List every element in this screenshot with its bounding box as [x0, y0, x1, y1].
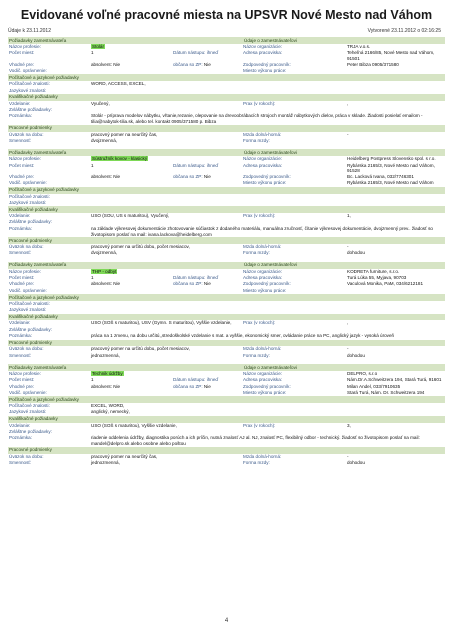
- other-label: Zvláštne požiadavky:: [9, 326, 52, 332]
- job-row: [8, 226, 445, 237]
- job-row: [8, 250, 445, 256]
- practice-label: Prax (v rokoch):: [243, 320, 276, 326]
- org-label: Názov organizácie:: [243, 370, 283, 376]
- spacer: [173, 364, 243, 365]
- profession-value: THP - odbyt: [92, 268, 117, 274]
- practice-value: 1,: [347, 213, 351, 219]
- license-label: Vodič. oprávnenie:: [9, 389, 47, 395]
- form-label: Forma mzdy:: [243, 459, 270, 465]
- zp-value: Nie: [203, 173, 211, 179]
- org-value: TRJA v.o.s.: [347, 43, 371, 49]
- section-employer-label: Požiadavky zamestnávateľa: [9, 149, 67, 155]
- profession-cell: [91, 269, 243, 275]
- practice-label: Prax (v rokoch):: [243, 213, 276, 219]
- contract-label: Úväzok na dobu:: [9, 346, 44, 352]
- job-row: [8, 435, 445, 446]
- section-pc-lang: Počítačové a jazykové požiadavky: [8, 396, 445, 403]
- edu-value: absolvent: Nie: [91, 173, 121, 179]
- profession-label: Názov profesie:: [9, 370, 41, 376]
- edu-label: Vhodné pre:: [9, 61, 35, 67]
- job-list: [8, 37, 445, 471]
- count-label: Počet miest:: [9, 50, 35, 56]
- job-row: [8, 50, 445, 61]
- section-conditions: Pracovné podmienky: [8, 447, 445, 454]
- start-label: Dátum nástupu: ihneď: [173, 377, 219, 383]
- note-label: Poznámka:: [9, 333, 32, 339]
- place-label: Miesto výkonu práce:: [243, 67, 287, 73]
- responsible-value: Milan Andel, 033/7910635: [347, 383, 401, 389]
- zp-label: občana so ZP:: [173, 61, 203, 67]
- org-label: Názov organizácie:: [243, 156, 283, 162]
- section-conditions: Pracovné podmienky: [8, 340, 445, 347]
- section-company-label: Údaje o zamestnávateľovi: [244, 364, 297, 370]
- contract-label: Úväzok na dobu:: [9, 244, 44, 249]
- job-block: [8, 149, 445, 256]
- shift-value: dvojzmenná,: [91, 138, 118, 143]
- wage-value: -: [347, 131, 349, 137]
- section-header: [8, 364, 445, 371]
- note-value: riadenie oddelenia údržby, diagnostika porúch a ich príčin, nutná znalosť AJ al. NJ, znalosť PC, flexibilný odbor - technický. žiadosť so životopisom poslať na mail: mandel@delpro.sk alebo osobne alebo poštou: [91, 435, 420, 447]
- address-label: Adresa pracoviska:: [243, 274, 283, 280]
- section-qualification: Kvalifikačné požiadavky: [8, 94, 445, 101]
- section-qualification: Kvalifikačné požiadavky: [8, 206, 445, 213]
- shift-label: Smennosť:: [9, 459, 32, 465]
- edu-label: Vhodné pre:: [9, 173, 35, 179]
- form-label: Forma mzdy:: [243, 352, 270, 358]
- place-label: Miesto výkonu práce:: [243, 180, 287, 186]
- zp-label: občana so ZP:: [173, 173, 203, 179]
- wage-label: Mzda dolná-horná:: [243, 244, 282, 249]
- profession-cell: [91, 44, 243, 50]
- section-company-label: Údaje o zamestnávateľovi: [244, 149, 297, 155]
- spacer: [91, 37, 173, 38]
- address-label: Adresa pracoviska:: [243, 162, 283, 168]
- note-value: na základe výkresovej dokumentácie zhotovovanie súčiastok z dodaného materiálu, manuálna zručnosť, čítanie výkresovej dokumentácie, dvojzmenný prev.. žiadosť so životopisom poslať na mail: ivana.lackova@heidelberg.com: [91, 225, 433, 237]
- practice-value: 3,: [347, 422, 351, 428]
- job-block: [8, 262, 445, 359]
- zp-value: Nie: [203, 383, 211, 389]
- section-qualification: Kvalifikačné požiadavky: [8, 314, 445, 321]
- practice-value: ,: [347, 320, 349, 326]
- license-label: Vodič. oprávnenie:: [9, 287, 47, 293]
- form-label: Forma mzdy:: [243, 138, 270, 143]
- section-pc-lang: Počítačové a jazykové požiadavky: [8, 294, 445, 301]
- shift-value: dvojzmenná,: [91, 250, 118, 256]
- job-block: [8, 364, 445, 466]
- spacer: [173, 37, 243, 38]
- count-value: 1: [91, 50, 94, 56]
- created-timestamp: Vytvorené 23.11.2012 o 02:16:25: [367, 28, 441, 34]
- lang-label: Jazykové znalosti:: [9, 409, 47, 415]
- section-conditions: Pracovné podmienky: [8, 125, 445, 132]
- data-date: Údaje k 23.11.2012: [8, 28, 51, 34]
- other-label: Zvláštne požiadavky:: [9, 107, 52, 113]
- wage-value: -: [347, 244, 349, 249]
- wage-value: -: [347, 346, 349, 352]
- shift-value: jednozmenná,: [91, 459, 120, 465]
- note-label: Poznámka:: [9, 435, 32, 441]
- count-value: 1: [91, 274, 94, 280]
- profession-label: Názov profesie:: [9, 268, 41, 274]
- spacer: [173, 262, 243, 263]
- spacer: [91, 149, 173, 150]
- section-header: [8, 37, 445, 44]
- edu-value: absolvent: Nie: [91, 281, 121, 287]
- profession-label: Názov profesie:: [9, 156, 41, 162]
- education-value: USO (SOŠ s maturitou), Vyššie vzdelanie,: [91, 422, 177, 428]
- education-value: USO (SOU, US s maturitou), Vyučený,: [91, 213, 170, 219]
- section-pc-lang: Počítačové a jazykové požiadavky: [8, 187, 445, 194]
- contract-label: Úväzok na dobu:: [9, 131, 44, 137]
- education-value: Vyučený,: [91, 100, 110, 106]
- education-label: Vzdelanie:: [9, 422, 31, 428]
- count-value: 1: [91, 162, 94, 168]
- shift-label: Smennosť:: [9, 138, 32, 143]
- start-label: Dátum nástupu: ihneď: [173, 274, 219, 280]
- responsible-value: Bc. Lacková Ivana, 032/7746301: [347, 173, 414, 179]
- zp-cell: [173, 384, 243, 390]
- practice-label: Prax (v rokoch):: [243, 100, 276, 106]
- other-label: Zvláštne požiadavky:: [9, 219, 52, 225]
- responsible-label: Zodpovedný pracovník:: [243, 173, 291, 179]
- edu-label: Vhodné pre:: [9, 281, 35, 287]
- place-value: Rybárska 2165/3, Nové Mesto nad Váhom: [347, 180, 434, 186]
- form-label: Forma mzdy:: [243, 250, 270, 256]
- spacer: [347, 262, 445, 263]
- pc-label: Počítačové znalosti:: [9, 193, 50, 199]
- org-label: Názov organizácie:: [243, 43, 283, 49]
- form-value: dohodou: [347, 352, 365, 358]
- zp-cell: [173, 281, 243, 287]
- form-value: dohodou: [347, 250, 365, 256]
- org-value: KODRETA furniture, s.r.o.: [347, 268, 400, 274]
- section-pc-lang: Počítačové a jazykové požiadavky: [8, 74, 445, 81]
- responsible-label: Zodpovedný pracovník:: [243, 383, 291, 389]
- spacer: [347, 149, 445, 150]
- page-number: 4: [224, 618, 229, 624]
- other-label: Zvláštne požiadavky:: [9, 428, 52, 434]
- edu-value: absolvent: Nie: [91, 383, 121, 389]
- profession-cell: [91, 371, 243, 377]
- profession-value: Sústružník kovov - klasický: [92, 156, 148, 162]
- contract-value: pracovný pomer na neurčitý čas,: [91, 131, 158, 137]
- section-header: [8, 149, 445, 156]
- wage-label: Mzda dolná-horná:: [243, 453, 282, 459]
- spacer: [91, 364, 173, 365]
- job-row: [8, 460, 445, 466]
- zp-label: občana so ZP:: [173, 383, 203, 389]
- contract-value: pracovný pomer na určitú dobu, počet mesiacov,: [91, 346, 190, 352]
- profession-value: Stolár: [92, 43, 105, 49]
- responsible-label: Zodpovedný pracovník:: [243, 281, 291, 287]
- shift-value: jednozmenná,: [91, 352, 120, 358]
- job-block: [8, 37, 445, 144]
- spacer: [347, 37, 445, 38]
- note-label: Poznámka:: [9, 225, 32, 231]
- practice-label: Prax (v rokoch):: [243, 422, 276, 428]
- start-label: Dátum nástupu: ihneď: [173, 162, 219, 168]
- count-label: Počet miest:: [9, 162, 35, 168]
- section-company-label: Údaje o zamestnávateľovi: [244, 37, 297, 43]
- license-label: Vodič. oprávnenie:: [9, 67, 47, 73]
- contract-value: pracovný pomer na neurčitý čas,: [91, 453, 158, 459]
- zp-cell: [173, 174, 243, 180]
- org-value: DELPRO, s.r.o: [347, 370, 378, 376]
- education-value: USO (SOŠ s maturitou), USV (Gymn. S maturitou), Vyššie vzdelanie,: [91, 320, 232, 326]
- spacer: [173, 149, 243, 150]
- job-row: [8, 163, 445, 174]
- section-employer-label: Požiadavky zamestnávateľa: [9, 37, 67, 43]
- section-employer-label: Požiadavky zamestnávateľa: [9, 364, 67, 370]
- education-label: Vzdelanie:: [9, 100, 31, 106]
- responsible-label: Zodpovedný pracovník:: [243, 61, 291, 67]
- zp-value: Nie: [203, 61, 211, 67]
- count-value: 1: [91, 377, 94, 383]
- wage-label: Mzda dolná-horná:: [243, 346, 282, 352]
- note-value: Stolár - príprava modelov nábytku, vŕtanie,rezanie, olepovanie na drevoobrábacích strojoch montáž nábytkových dielov, práca v sklade. Žiadosti posielať emailom - tilia@nabytok-tilia.sk, alebo tel. kontakt 0905/371580 p. Bibza: [91, 113, 423, 125]
- section-qualification: Kvalifikačné požiadavky: [8, 416, 445, 423]
- start-label: Dátum nástupu: ihneď: [173, 50, 219, 56]
- place-label: Miesto výkonu práce:: [243, 287, 287, 293]
- place-value: Stará Turá, Nám. Dr. Schweitzera 194: [347, 389, 425, 395]
- address-value: Teheľná 2166/85, Nové Mesto nad Váhom, 91501: [347, 50, 435, 61]
- contract-label: Úväzok na dobu:: [9, 453, 44, 459]
- spacer: [347, 364, 445, 365]
- section-company-label: Údaje o zamestnávateľovi: [244, 262, 297, 268]
- wage-label: Mzda dolná-horná:: [243, 131, 282, 137]
- spacer: [91, 262, 173, 263]
- job-row: [8, 333, 445, 339]
- practice-value: ,: [347, 100, 349, 106]
- lang-value: anglický, nemecký,: [91, 409, 130, 415]
- org-value: Heidelberg Postpress Slovensko spol. s r.o.: [347, 156, 436, 162]
- edu-value: absolvent: Nie: [91, 61, 121, 67]
- count-label: Počet miest:: [9, 377, 35, 383]
- lang-label: Jazykové znalosti:: [9, 87, 47, 93]
- job-row: [8, 113, 445, 124]
- pc-label: Počítačové znalosti:: [9, 300, 50, 306]
- zp-cell: [173, 62, 243, 68]
- note-value: práca na 1 zmenu, na dobu určitú,,stredoškolské vzdelanie s mat. a vyššie, ekonomický smer, ovládanie práce na PC, anglický jazyk - vysoká úroveň: [91, 333, 395, 339]
- section-header: [8, 262, 445, 269]
- form-value: dohodou: [347, 459, 365, 465]
- profession-cell: [91, 156, 243, 162]
- profession-label: Názov profesie:: [9, 43, 41, 49]
- section-conditions: Pracovné podmienky: [8, 237, 445, 244]
- address-label: Adresa pracoviska:: [243, 50, 283, 56]
- org-label: Názov organizácie:: [243, 268, 283, 274]
- pc-value: WORD, ACCESS, EXCEL,: [91, 81, 146, 87]
- education-label: Vzdelanie:: [9, 320, 31, 326]
- note-label: Poznámka:: [9, 113, 32, 119]
- count-label: Počet miest:: [9, 274, 35, 280]
- pc-value: EXCEL, WORD,: [91, 403, 125, 409]
- lang-label: Jazykové znalosti:: [9, 199, 47, 205]
- job-row: [8, 138, 445, 144]
- pc-label: Počítačové znalosti:: [9, 403, 50, 409]
- address-value: Rybárska 2165/3, Nové Mesto nad Váhom, 91528: [347, 162, 435, 174]
- license-label: Vodič. oprávnenie:: [9, 180, 47, 186]
- address-label: Adresa pracoviska:: [243, 377, 283, 383]
- zp-label: občana so ZP:: [173, 281, 203, 287]
- responsible-value: Vaculová Monika, PaM, 034/6212181: [347, 281, 424, 287]
- shift-label: Smennosť:: [9, 250, 32, 256]
- job-row: [8, 353, 445, 359]
- responsible-value: Peter Bibza 0905/371580: [347, 61, 399, 67]
- document-title: Evidované voľné pracovné miesta na UPSVR Nové Mesto nad Váhom: [20, 8, 433, 22]
- contract-value: pracovný pomer na určitú dobu, počet mesiacov,: [91, 244, 190, 249]
- pc-label: Počítačové znalosti:: [9, 81, 50, 87]
- place-label: Miesto výkonu práce:: [243, 389, 287, 395]
- education-label: Vzdelanie:: [9, 213, 31, 219]
- profession-value: Technik údržby: [92, 370, 123, 376]
- section-employer-label: Požiadavky zamestnávateľa: [9, 262, 67, 268]
- edu-label: Vhodné pre:: [9, 383, 35, 389]
- zp-value: Nie: [203, 281, 211, 287]
- address-value: Turá Lúka 55, Myjava, 90703: [347, 274, 407, 280]
- address-value: Nám.Dr.A.Schweitzera 194, Stará Turá, 91601: [347, 377, 442, 383]
- shift-label: Smennosť:: [9, 352, 32, 358]
- wage-value: -: [347, 453, 349, 459]
- lang-label: Jazykové znalosti:: [9, 307, 47, 313]
